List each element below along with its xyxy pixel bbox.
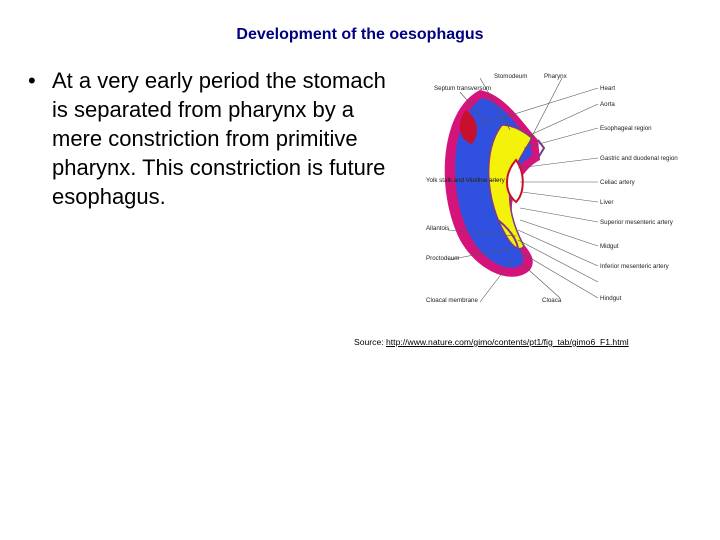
label-cloacal-membrane: Cloacal membrane [426, 297, 478, 304]
label-superior-mesenteric: Superior mesenteric artery [600, 219, 673, 226]
leader-line [520, 262, 560, 298]
slide-title: Development of the oesophagus [236, 26, 484, 43]
embryo-diagram-svg [420, 70, 692, 310]
label-midgut: Midgut [600, 243, 619, 250]
label-gastric-duodenal: Gastric and duodenal region [600, 155, 678, 162]
label-proctodeum: Proctodeum [426, 255, 460, 262]
label-heart: Heart [600, 85, 616, 92]
source-link[interactable]: http://www.nature.com/gimo/contents/pt1/fig_tab/gimo6_F1.html [386, 337, 629, 347]
label-esophageal-region: Esophageal region [600, 125, 652, 132]
label-celiac-artery: Celiac artery [600, 179, 635, 186]
leader-line [520, 252, 598, 298]
embryo-gut-diagram [420, 70, 692, 310]
source-prefix: Source: [354, 337, 387, 347]
label-liver: Liver [600, 199, 614, 206]
label-yolk-stalk: Yolk stalk and Vitelline artery [426, 177, 505, 184]
label-allantois: Allantois [426, 225, 450, 232]
label-hindgut: Hindgut [600, 295, 622, 302]
leader-line [520, 220, 598, 246]
label-septum-transversum: Septum transversum [434, 85, 492, 92]
label-cloaca: Cloaca [542, 297, 562, 304]
label-pharynx: Pharynx [544, 73, 567, 80]
leader-line [520, 208, 598, 222]
leader-line [530, 78, 562, 140]
leader-line [528, 104, 598, 136]
bullet-text: At a very early period the stomach is separated from pharynx by a mere constriction from primitive pharynx. This constriction is future esophagus. [52, 68, 386, 209]
bullet-marker: • [28, 68, 36, 93]
source-citation [354, 337, 629, 347]
label-aorta: Aorta [600, 101, 615, 108]
label-stomodeum: Stomodeum [494, 73, 528, 80]
leader-line [522, 192, 598, 202]
label-inferior-mesenteric: Inferior mesenteric artery [600, 263, 669, 270]
